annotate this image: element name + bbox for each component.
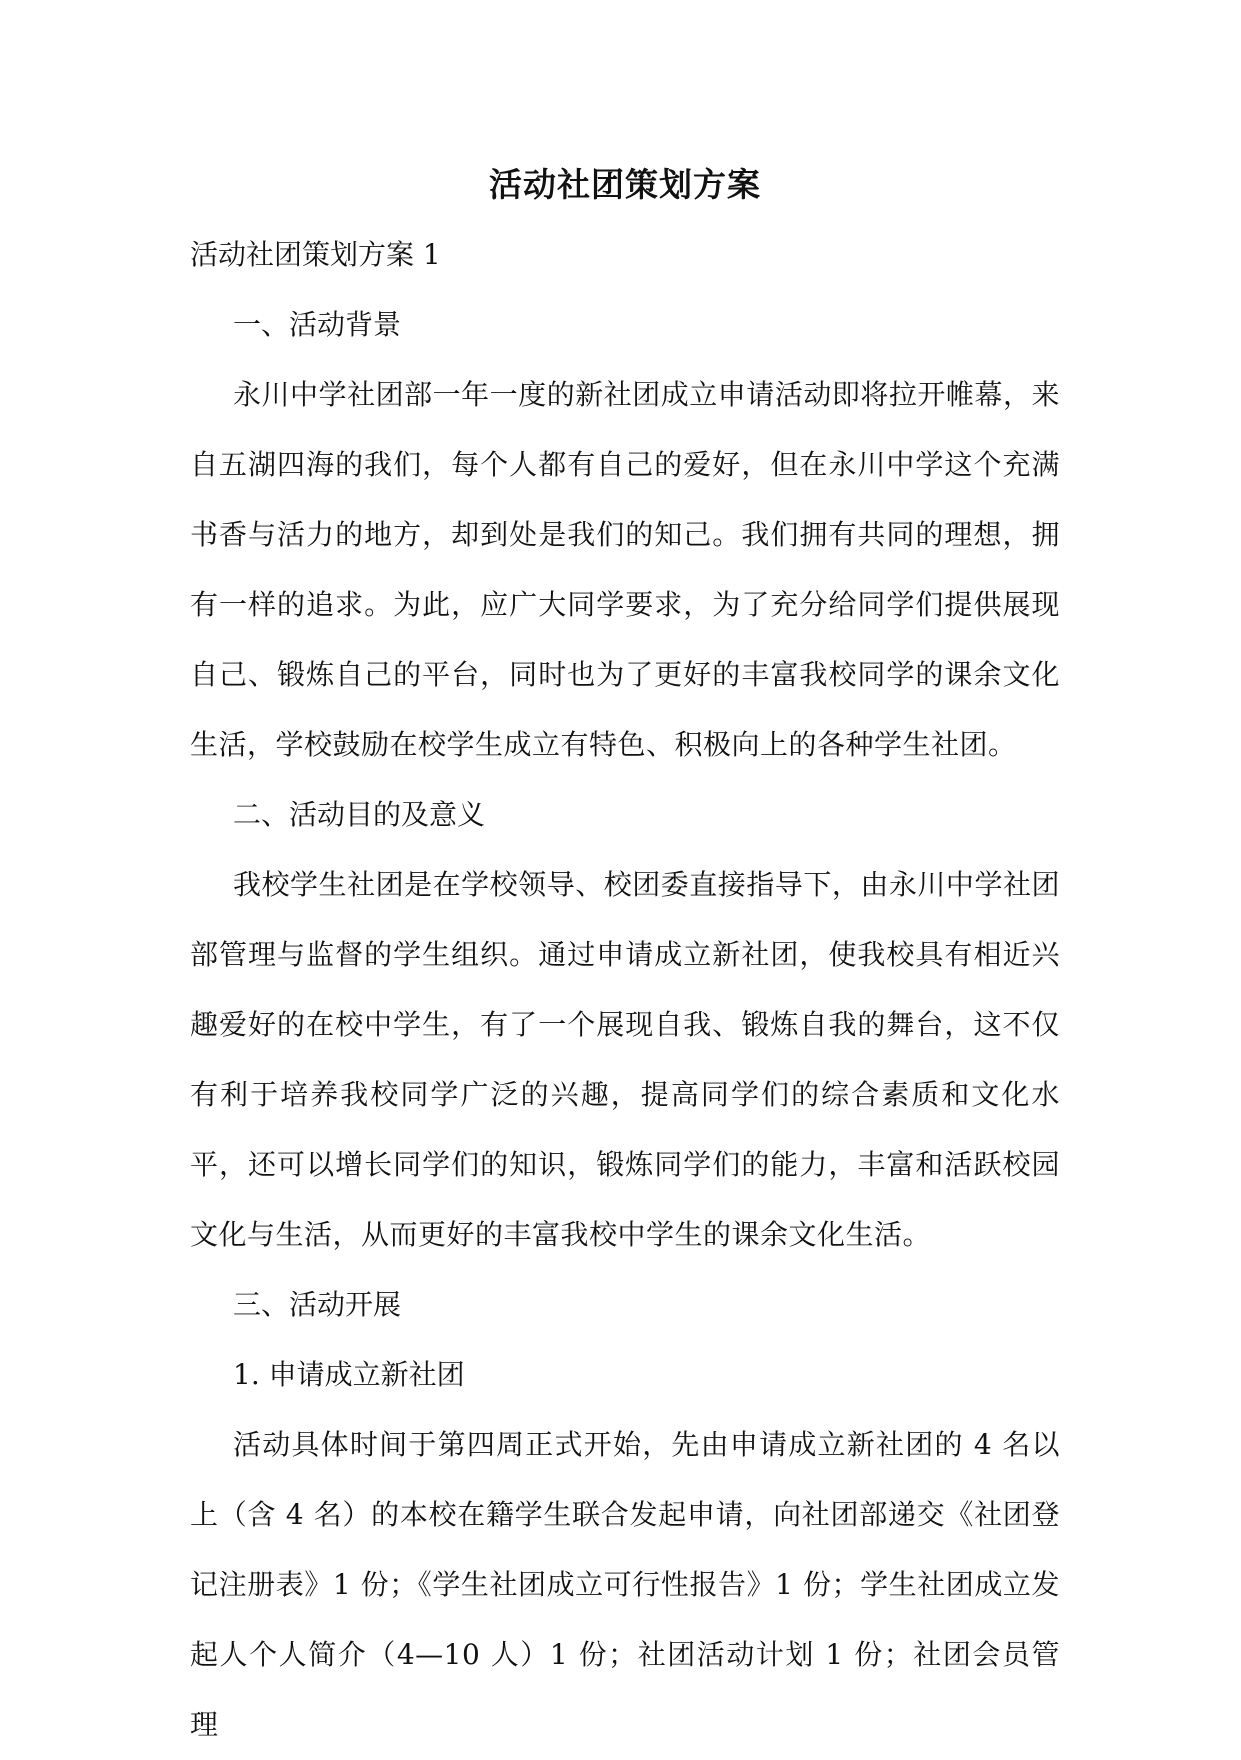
- paragraph-background: 永川中学社团部一年一度的新社团成立申请活动即将拉开帷幕，来自五湖四海的我们，每个人都有自己的爱好，但在永川中学这个充满书香与活力的地方，却到处是我们的知己。我们拥有共同的理想，拥有一样的追求。为此，应广大同学要求，为了充分给同学们提供展现自己、锻炼自己的平台，同时也为了更好的丰富我校同学的课余文化生活，学校鼓励在校学生成立有特色、积极向上的各种学生社团。: [190, 378, 1060, 761]
- paragraph-apply: 活动具体时间于第四周正式开始，先由申请成立新社团的 4 名以上（含 4 名）的本校在籍学生联合发起申请，向社团部递交《社团登记注册表》1 份；《学生社团成立可行性报告》1 份；学生社团成立发起人个人简介（4—10 人）1 份；社团活动计划 1 份；社团会员管理: [190, 1428, 1060, 1741]
- paragraph-purpose: 我校学生社团是在学校领导、校团委直接指导下，由永川中学社团部管理与监督的学生组织。通过申请成立新社团，使我校具有相近兴趣爱好的在校中学生，有了一个展现自我、锻炼自我的舞台，这不仅有利于培养我校同学广泛的兴趣，提高同学们的综合素质和文化水平，还可以增长同学们的知识，锻炼同学们的能力，丰富和活跃校园文化与生活，从而更好的丰富我校中学生的课余文化生活。: [190, 868, 1060, 1251]
- subsection-heading-apply: 1. 申请成立新社团: [233, 1358, 465, 1391]
- section-heading-purpose: 二、活动目的及意义: [233, 798, 486, 831]
- document-subtitle: 活动社团策划方案 1: [190, 238, 441, 271]
- document-title: 活动社团策划方案: [489, 165, 761, 204]
- document-body: [190, 150, 1060, 1760]
- section-heading-background: 一、活动背景: [233, 308, 402, 341]
- section-heading-activities: 三、活动开展: [233, 1288, 402, 1321]
